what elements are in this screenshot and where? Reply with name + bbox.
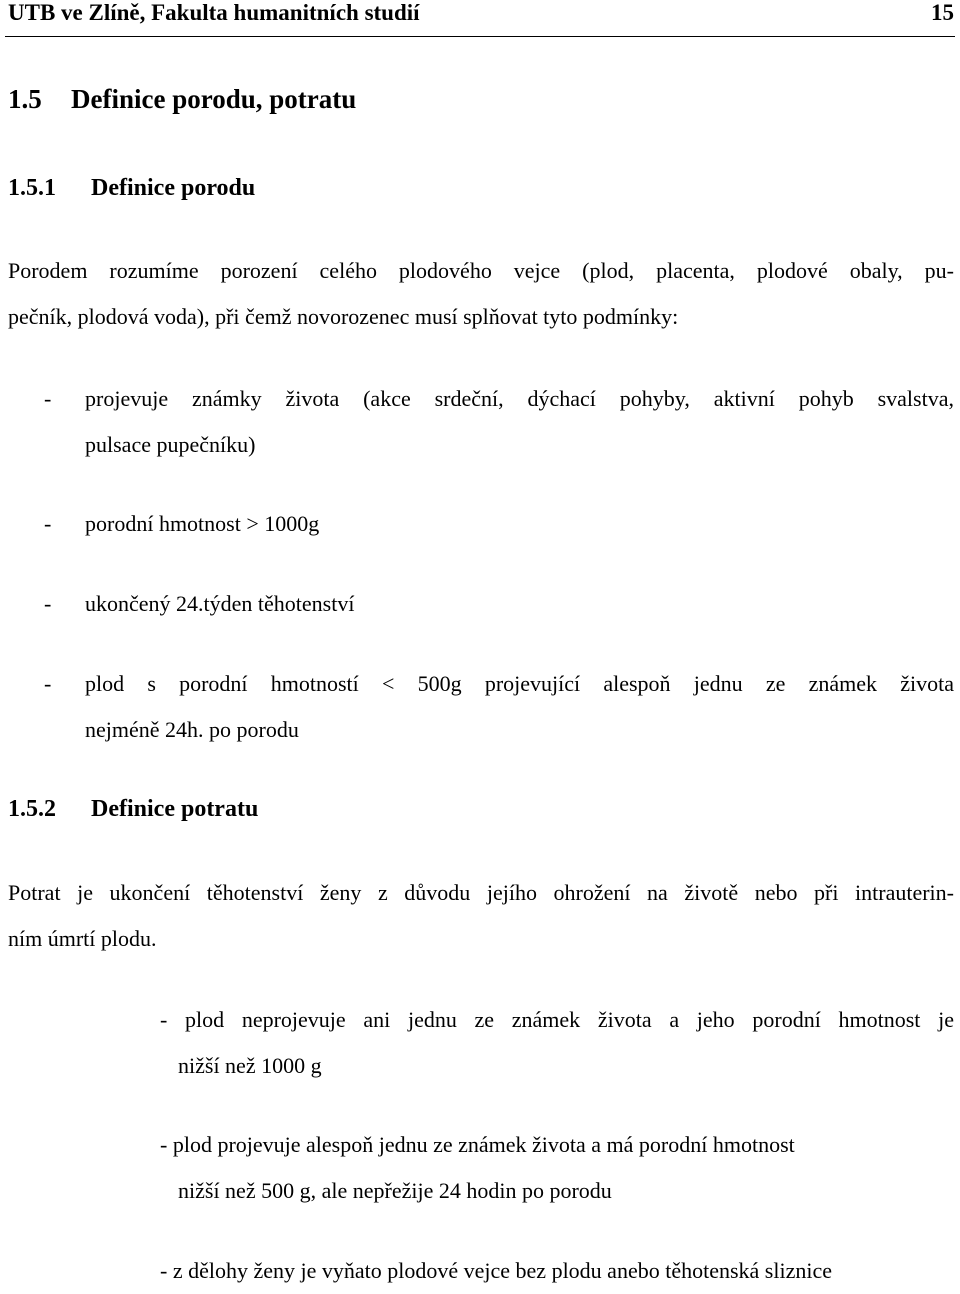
paragraph-line: Porodem rozumíme porození celého plodového vejce (plod, placenta, plodové obaly, pu- — [8, 258, 954, 283]
list-item-line: pulsace pupečníku) — [85, 432, 256, 457]
list-item — [160, 1122, 954, 1214]
list-item — [44, 581, 954, 627]
subsection-title: Definice potratu — [91, 796, 259, 822]
section-number: 1.5 — [8, 84, 42, 114]
subsection-title: Definice porodu — [91, 175, 256, 201]
section-heading — [8, 84, 508, 116]
list-item — [160, 997, 954, 1089]
list-item-line: nižší než 500 g, ale nepřežije 24 hodin po porodu — [178, 1178, 612, 1203]
list-item-line: nižší než 1000 g — [178, 1053, 322, 1078]
list-dash: - — [44, 591, 52, 616]
subsection-number: 1.5.2 — [8, 796, 56, 822]
list-item — [44, 501, 954, 547]
subsection-heading-birth — [8, 174, 408, 204]
running-header — [8, 0, 954, 30]
list-item-line: - z dělohy ženy je vyňato plodové vejce bez plodu anebo těhotenská sliznice — [160, 1258, 832, 1283]
header-title: UTB ve Zlíně, Fakulta humanitních studií — [8, 0, 420, 25]
list-item-line: - plod projevuje alespoň jednu ze známek života a má porodní hmotnost — [160, 1132, 795, 1157]
subsection-heading-miscarriage — [8, 795, 408, 825]
paragraph-line: pečník, plodová voda), při čemž novorozenec musí splňovat tyto podmínky: — [8, 304, 679, 329]
list-item — [160, 1248, 954, 1287]
list-item-line: plod s porodní hmotností < 500g projevující alespoň jednu ze známek života — [85, 671, 954, 696]
miscarriage-definition-paragraph — [8, 870, 954, 962]
paragraph-line: Potrat je ukončení těhotenství ženy z důvodu jejího ohrožení na životě nebo při intrauterin- — [8, 880, 954, 905]
header-rule — [5, 36, 955, 37]
list-dash: - — [44, 511, 52, 536]
paragraph-line: ním úmrtí plodu. — [8, 926, 157, 951]
list-item-line: - plod neprojevuje ani jednu ze známek života a jeho porodní hmotnost je — [160, 1007, 954, 1032]
section-title: Definice porodu, potratu — [71, 84, 357, 114]
list-dash: - — [44, 671, 52, 696]
birth-definition-paragraph — [8, 248, 954, 340]
list-item — [44, 376, 954, 468]
page-number: 15 — [931, 0, 954, 25]
list-item-line: nejméně 24h. po porodu — [85, 717, 299, 742]
list-item — [44, 661, 954, 753]
list-item-line: ukončený 24.týden těhotenství — [85, 591, 355, 616]
list-dash: - — [44, 386, 52, 411]
subsection-number: 1.5.1 — [8, 175, 56, 201]
list-item-line: porodní hmotnost > 1000g — [85, 511, 320, 536]
list-item-line: projevuje známky života (akce srdeční, dýchací pohyby, aktivní pohyb svalstva, — [85, 386, 954, 411]
